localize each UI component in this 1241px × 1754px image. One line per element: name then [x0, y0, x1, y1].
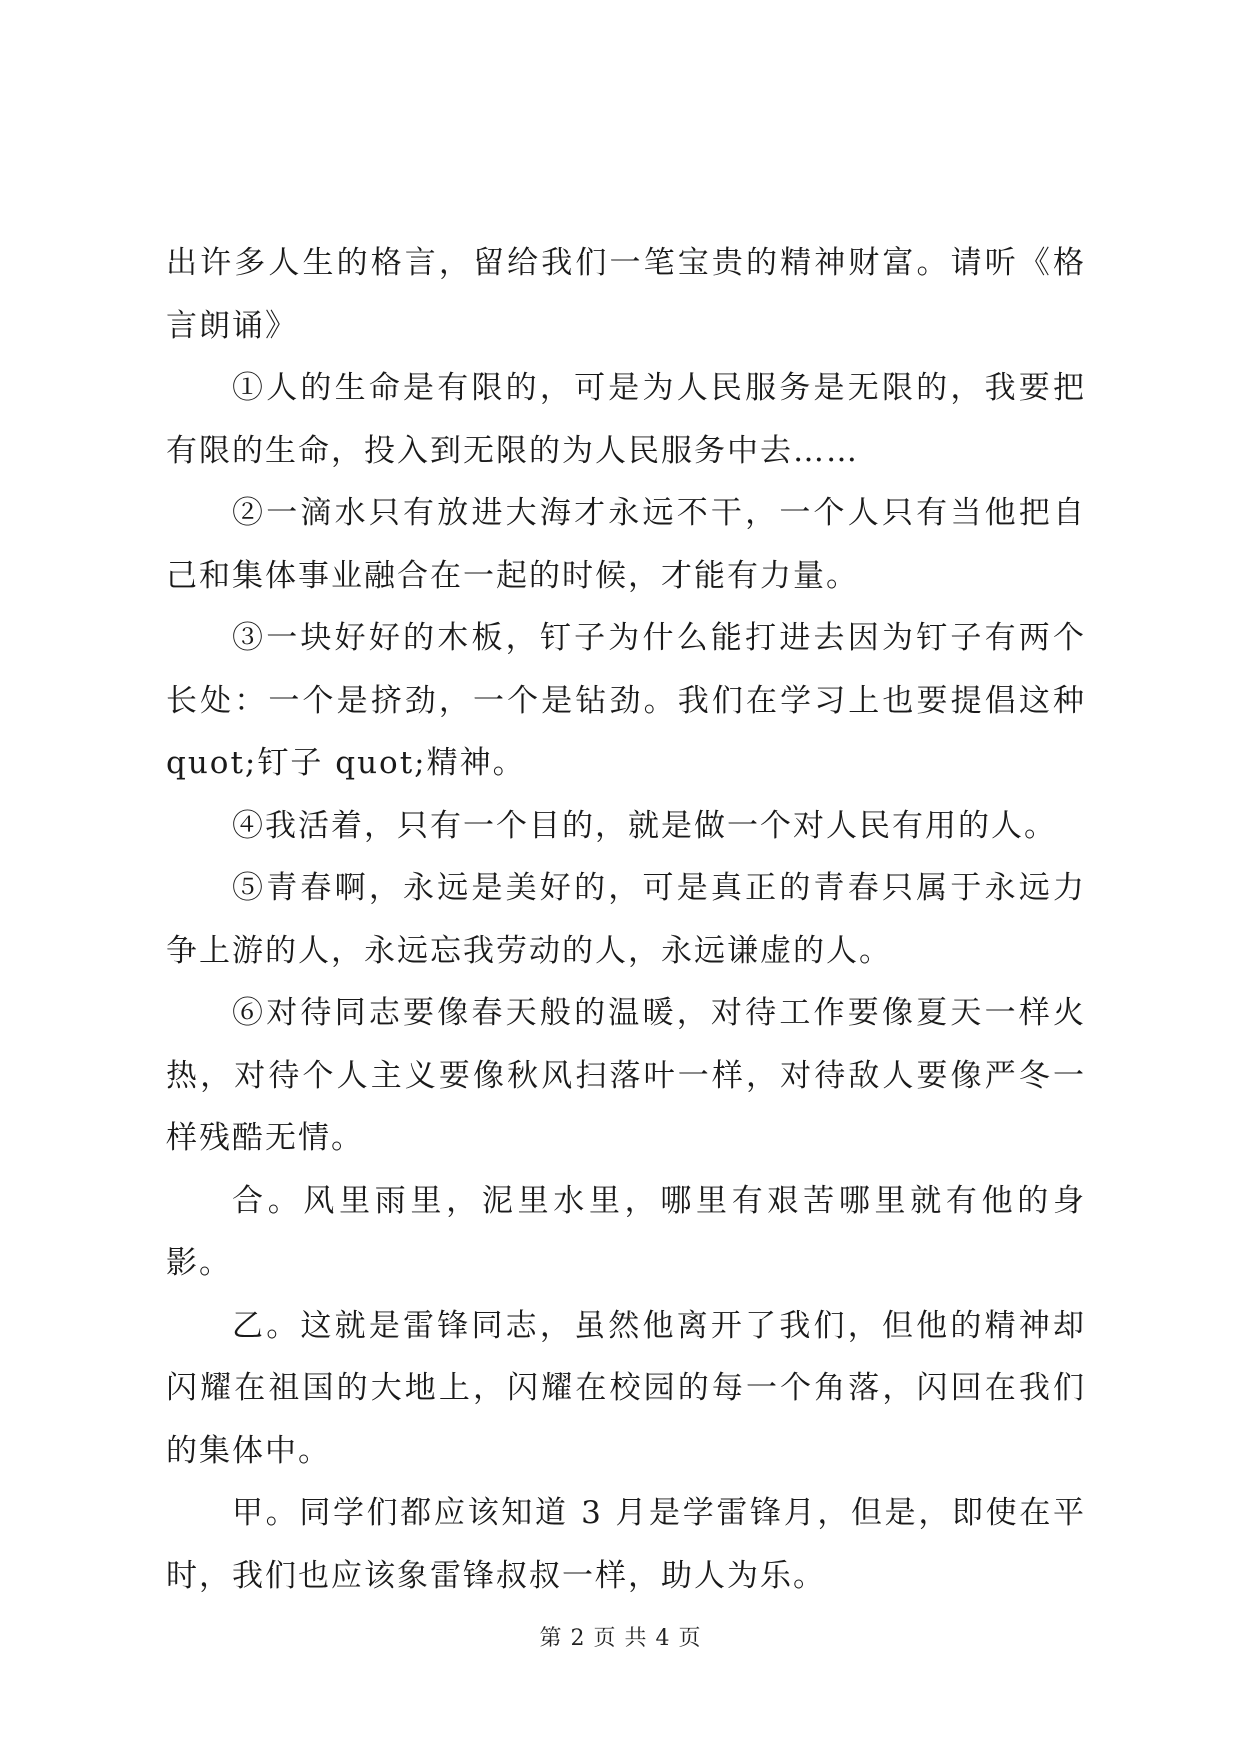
- paragraph-quote-6: ⑥对待同志要像春天般的温暖，对待工作要像夏天一样火热，对待个人主义要像秋风扫落叶一样，对待敌人要像严冬一样残酷无情。: [166, 995, 1086, 1156]
- paragraph-quote-4: ④我活着，只有一个目的，就是做一个对人民有用的人。: [232, 807, 1057, 844]
- paragraph-speaker-jia: 甲。同学们都应该知道 3 月是学雷锋月，但是，即使在平时，我们也应该象雷锋叔叔一样，助人为乐。: [166, 1495, 1086, 1594]
- page-number-footer: 第 2 页 共 4 页: [539, 1626, 702, 1651]
- paragraph-speaker-yi: 乙。这就是雷锋同志，虽然他离开了我们，但他的精神却闪耀在祖国的大地上，闪耀在校园的每一个角落，闪回在我们的集体中。: [166, 1307, 1086, 1469]
- paragraph-chorus: 合。风里雨里，泥里水里，哪里有艰苦哪里就有他的身影。: [166, 1182, 1086, 1281]
- paragraph-quote-2: ②一滴水只有放进大海才永远不干，一个人只有当他把自己和集体事业融合在一起的时候，才能有力量。: [166, 495, 1086, 594]
- paragraph-continued: 出许多人生的格言，留给我们一笔宝贵的精神财富。请听《格言朗诵》: [166, 245, 1086, 344]
- paragraph-quote-3: ③一块好好的木板，钉子为什么能打进去因为钉子有两个长处：一个是挤劲，一个是钻劲。我们在学习上也要提倡这种 quot;钉子 quot;精神。: [166, 620, 1086, 781]
- paragraph-quote-5: ⑤青春啊，永远是美好的，可是真正的青春只属于永远力争上游的人，永远忘我劳动的人，永远谦虚的人。: [166, 870, 1086, 969]
- document-body: [166, 232, 1086, 1607]
- paragraph-quote-1: ①人的生命是有限的，可是为人民服务是无限的，我要把有限的生命，投入到无限的为人民服务中去……: [166, 370, 1086, 469]
